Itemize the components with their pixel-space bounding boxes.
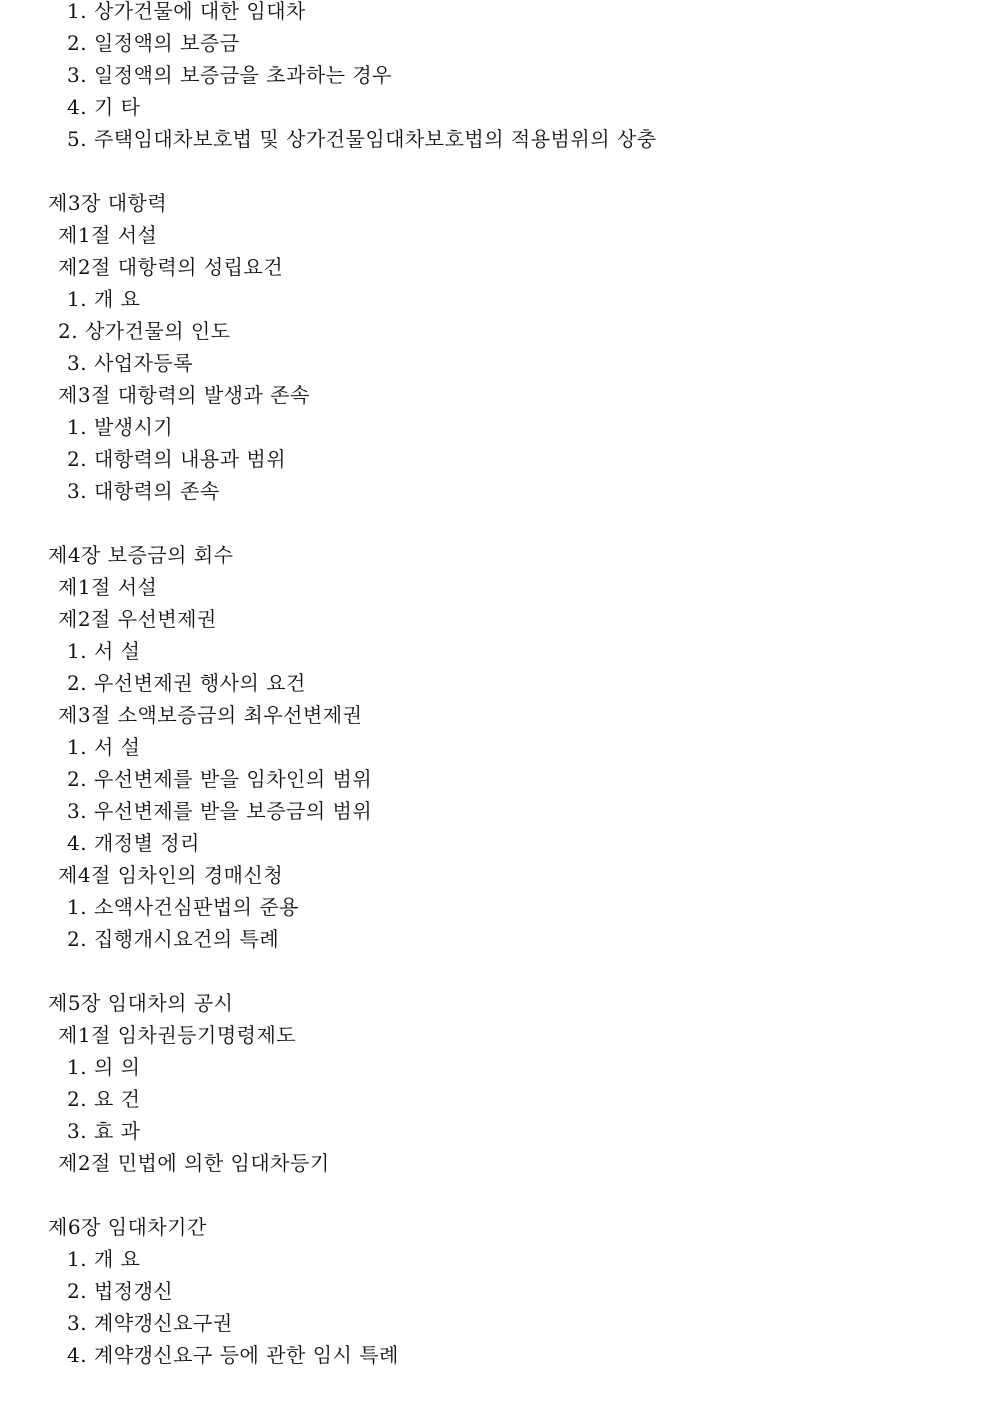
toc-item: 2. 대항력의 내용과 범위 xyxy=(67,447,287,471)
toc-item: 2. 우선변제를 받을 임차인의 범위 xyxy=(67,767,373,791)
toc-section: 제1절 임차권등기명령제도 xyxy=(58,1023,297,1047)
toc-item: 3. 우선변제를 받을 보증금의 범위 xyxy=(67,799,373,823)
toc-spacer xyxy=(0,955,992,987)
toc-section: 제3절 대항력의 발생과 존속 xyxy=(58,383,310,407)
toc-item: 4. 개정별 정리 xyxy=(67,831,200,855)
toc-item: 1. 서 설 xyxy=(67,735,141,759)
toc-item: 3. 사업자등록 xyxy=(67,351,194,375)
toc-item: 1. 개 요 xyxy=(67,287,141,311)
toc-item: 3. 일정액의 보증금을 초과하는 경우 xyxy=(67,63,392,87)
toc-item: 3. 효 과 xyxy=(67,1119,141,1143)
toc-item: 1. 개 요 xyxy=(67,1247,141,1271)
toc-item: 1. 서 설 xyxy=(67,639,141,663)
toc-chapter: 제5장 임대차의 공시 xyxy=(48,991,234,1015)
toc-section: 제4절 임차인의 경매신청 xyxy=(58,863,284,887)
toc-item: 4. 기 타 xyxy=(67,95,141,119)
toc-item: 2. 일정액의 보증금 xyxy=(67,31,240,55)
toc-item: 2. 우선변제권 행사의 요건 xyxy=(67,671,306,695)
toc-item: 1. 발생시기 xyxy=(67,415,174,439)
toc-section: 제1절 서설 xyxy=(58,575,158,599)
toc-item: 4. 계약갱신요구 등에 관한 임시 특례 xyxy=(67,1343,399,1367)
toc-chapter: 제3장 대항력 xyxy=(48,191,168,215)
toc-section: 제3절 소액보증금의 최우선변제권 xyxy=(58,703,363,727)
toc-item: 5. 주택임대차보호법 및 상가건물임대차보호법의 적용범위의 상충 xyxy=(67,127,657,151)
toc-item: 1. 상가건물에 대한 임대차 xyxy=(67,0,306,23)
toc-item: 3. 계약갱신요구권 xyxy=(67,1311,233,1335)
toc-item: 3. 대항력의 존속 xyxy=(67,479,220,503)
toc-chapter: 제4장 보증금의 회수 xyxy=(48,543,234,567)
toc-spacer xyxy=(0,507,992,539)
toc-item: 2. 법정갱신 xyxy=(67,1279,174,1303)
toc-section: 제2절 우선변제권 xyxy=(58,607,217,631)
toc-chapter: 제6장 임대차기간 xyxy=(48,1215,207,1239)
toc-item: 2. 상가건물의 인도 xyxy=(58,319,231,343)
toc-item: 1. 소액사건심판법의 준용 xyxy=(67,895,299,919)
toc-section: 제2절 대항력의 성립요건 xyxy=(58,255,284,279)
toc-section: 제1절 서설 xyxy=(58,223,158,247)
toc-spacer xyxy=(0,155,992,187)
toc-item: 1. 의 의 xyxy=(67,1055,141,1079)
toc-section: 제2절 민법에 의한 임대차등기 xyxy=(58,1151,330,1175)
toc-item: 2. 요 건 xyxy=(67,1087,141,1111)
toc-spacer xyxy=(0,1179,992,1211)
toc-item: 2. 집행개시요건의 특례 xyxy=(67,927,280,951)
